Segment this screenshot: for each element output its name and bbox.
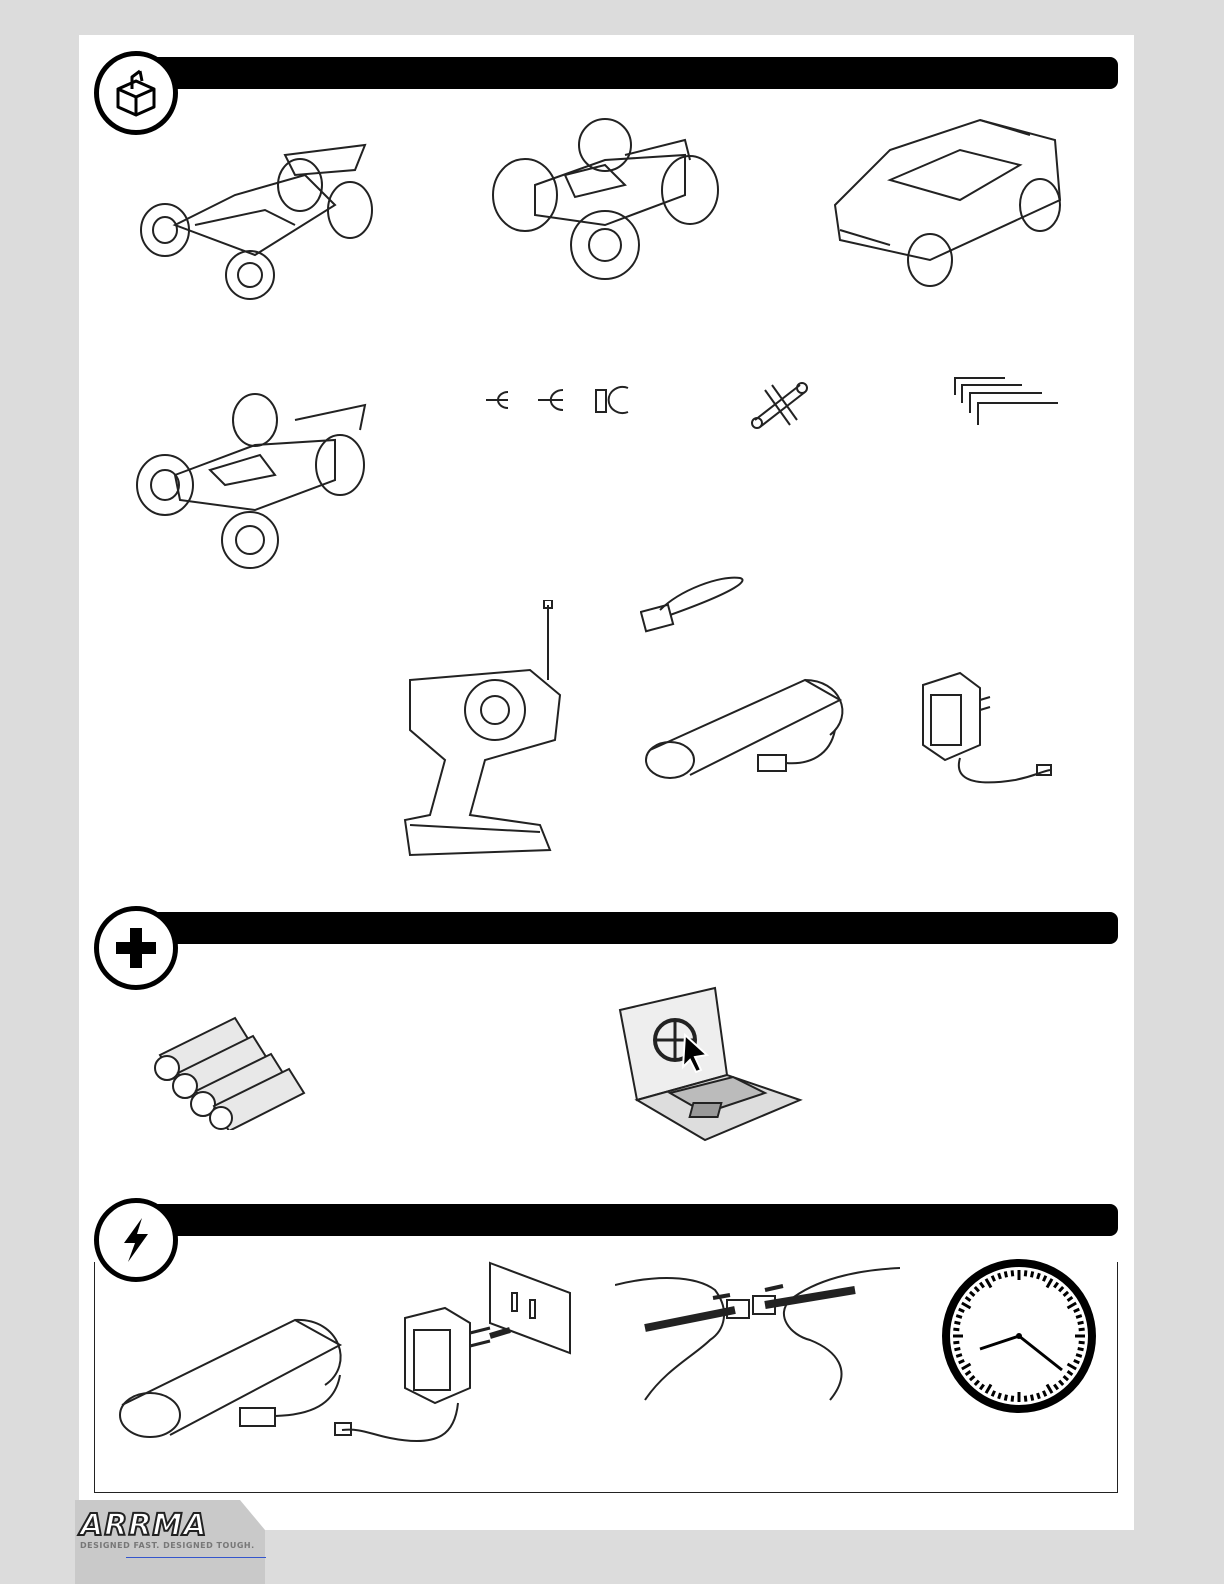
- battery-pack-icon: [110, 1310, 360, 1450]
- clock-tick: [1005, 1395, 1006, 1401]
- clock-tick: [954, 1322, 960, 1323]
- clock-tick: [1076, 1316, 1082, 1318]
- clock-tick: [953, 1329, 959, 1330]
- clock-tick: [1038, 1393, 1040, 1399]
- clock-tick: [1079, 1329, 1085, 1330]
- clock-tick: [1031, 1271, 1032, 1277]
- clock-tick: [1078, 1322, 1084, 1323]
- stadium-truck-icon: [135, 390, 375, 570]
- clock-tick: [1031, 1395, 1032, 1401]
- shock-clips-icon: [478, 380, 638, 420]
- clock-tick: [1012, 1270, 1013, 1276]
- transmitter-icon: [390, 600, 565, 860]
- section-bar-box-contents: [140, 57, 1118, 89]
- aa-batteries-icon: [150, 1010, 315, 1130]
- section-bar-required: [140, 912, 1118, 944]
- clock-tick: [1079, 1342, 1085, 1343]
- hex-wrenches-icon: [950, 375, 1060, 430]
- bind-plug-icon: [640, 570, 750, 635]
- clock-tick: [954, 1348, 960, 1349]
- section-bar-charging: [140, 1204, 1118, 1236]
- connect-battery-icon: [615, 1260, 900, 1410]
- laptop-web-icon: [615, 985, 805, 1150]
- battery-pack-icon: [640, 675, 860, 790]
- brand-tagline: DESIGNED FAST. DESIGNED TOUGH.: [80, 1541, 255, 1550]
- clock-tick: [1005, 1271, 1006, 1277]
- buggy-icon: [135, 115, 375, 300]
- brand-logo: ARRMA: [80, 1508, 208, 1543]
- clock-tick: [1078, 1348, 1084, 1349]
- plus-icon: [94, 906, 178, 990]
- clock-icon: [940, 1257, 1098, 1415]
- clock-tick: [1025, 1396, 1026, 1402]
- cross-wrench-icon: [750, 375, 810, 430]
- monster-truck-icon: [485, 115, 725, 280]
- clock-tick: [953, 1342, 959, 1343]
- clock-tick: [1038, 1273, 1040, 1279]
- short-course-truck-icon: [830, 110, 1070, 290]
- clock-tick: [1012, 1396, 1013, 1402]
- clock-tick: [1025, 1270, 1026, 1276]
- clock-tick: [1076, 1355, 1082, 1357]
- charger-plug-in-icon: [330, 1258, 575, 1458]
- clock-tick: [999, 1273, 1001, 1279]
- clock-tick: [956, 1316, 962, 1318]
- wall-charger-icon: [915, 670, 1060, 795]
- footer-link[interactable]: [126, 1557, 266, 1558]
- clock-tick: [956, 1355, 962, 1357]
- clock-tick: [999, 1393, 1001, 1399]
